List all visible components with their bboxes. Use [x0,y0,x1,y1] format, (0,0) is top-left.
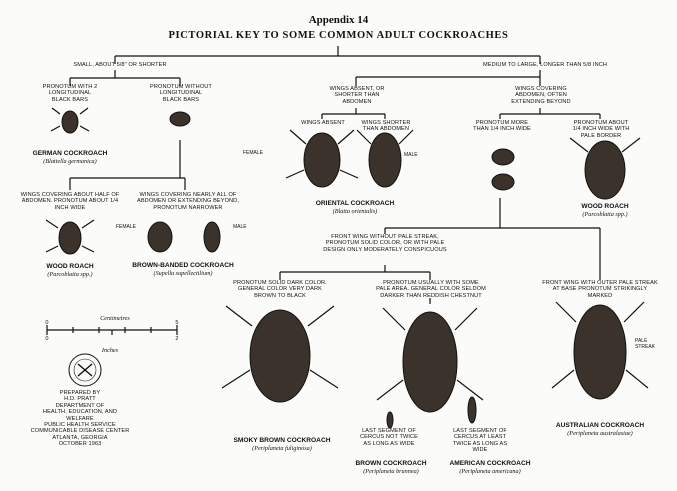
wood-roach-name: WOOD ROACH [46,263,94,270]
pronotum-more-label: PRONOTUM MORE THAN 1/4 INCH WIDE [473,120,531,133]
scale-cm0: 0 [45,320,49,326]
wings-shorter-sub-label: WINGS SHORTER THAN ABDOMEN [361,120,411,133]
australian-name: AUSTRALIAN COCKROACH [555,422,645,429]
oriental-female-icon [286,130,358,187]
solid-dark-label: PRONOTUM SOLID DARK COLOR. GENERAL COLOR VERY DARK BROWN TO BLACK [233,280,327,299]
scale-cm-label: Centimetres [100,315,130,322]
smokybrown-sci: (Periplaneta fuliginosa) [252,445,312,452]
brown-banded-male-icon [204,222,220,252]
credits-line6: OCTOBER 1963 [58,441,102,448]
medium-branch-label: MEDIUM TO LARGE, LONGER THAN 5/8 INCH [483,62,607,68]
brown-banded-female-icon [148,222,172,252]
brownbanded-name: BROWN-BANDED COCKROACH [132,262,234,269]
credits-line5: ATLANTA, GEORGIA [52,434,108,441]
scale-in-label: Inches [101,347,119,354]
wood-roach-large-icon [570,138,640,199]
wood-roach-2-name: WOOD ROACH [581,203,629,210]
male-label-brownbanded: MALE [233,224,247,230]
scale-in0: 0 [45,336,49,342]
wood-roach-sci: (Parcoblatta spp.) [47,271,93,278]
small-branch-label: SMALL, ABOUT 5/8" OR SHORTER [73,62,167,68]
german-sci: (Blattella germanica) [43,158,97,165]
wings-half-label: WINGS COVERING ABOUT HALF OF ABDOMEN. PRONOTUM ABOUT 1/4 INCH WIDE [20,192,120,211]
wings-absent-sub-label: WINGS ABSENT [301,120,345,126]
american-sci: (Periplaneta americana) [459,468,521,475]
scale-cm5: 5 [175,320,179,326]
brown-sci: (Periplaneta brunnea) [363,468,419,475]
smokybrown-name: SMOKY BROWN COCKROACH [233,437,331,444]
wings-covering-label: WINGS COVERING ABDOMEN, OFTEN EXTENDING BEYOND [511,86,571,105]
credits-prepared: PREPARED BY [59,390,101,396]
credits-line2: HEALTH, EDUCATION, AND WELFARE [42,409,118,422]
page-title: PICTORIAL KEY TO SOME COMMON ADULT COCKROACHES [168,30,509,41]
brown-cercus-label: LAST SEGMENT OF CERCUS NOT TWICE AS LONG AS WIDE [360,428,418,447]
german-cockroach-icon [51,108,89,133]
female-label-oriental: FEMALE [243,150,264,156]
appendix-label: Appendix 14 [308,14,369,26]
front-wing-with-label: FRONT WING WITH OUTER PALE STREAK AT BASE PRONOTUM STRIKINGLY MARKED [542,280,658,299]
pronotum-bars-label: PRONOTUM WITH 2 LONGITUDINAL BLACK BARS [42,84,98,103]
brownbanded-sci: (Supella supellectilium) [153,270,213,277]
oriental-name: ORIENTAL COCKROACH [315,200,395,207]
cercus-brown-icon [387,412,393,428]
credits-line4: COMMUNICABLE DISEASE CENTER [30,428,130,435]
german-name: GERMAN COCKROACH [32,150,108,157]
pale-streak-label: PALE STREAK [635,338,656,350]
australian-sci: (Periplaneta australasiae) [567,430,633,437]
credits-author: H.D. PRATT [64,396,96,403]
australian-icon [552,302,648,399]
pronotum-no-bars-label: PRONOTUM WITHOUT LONGITUDINAL BLACK BARS [150,84,212,103]
american-cercus-label: LAST SEGMENT OF CERCUS AT LEAST TWICE AS LONG AS WIDE [452,428,508,454]
wings-absent-label: WINGS ABSENT, OR SHORTER THAN ABDOMEN [329,86,385,105]
cercus-american-icon [468,397,476,423]
pronotum-icon [170,112,190,126]
front-wing-without-label: FRONT WING WITHOUT PALE STREAK, PRONOTUM SOLID COLOR, OR WITH PALE DESIGN ONLY MODERATELY CONSPICUOUS [323,234,447,253]
female-label-brownbanded: FEMALE [116,224,137,230]
american-brown-icon [377,308,483,412]
credits-line1: DEPARTMENT OF [55,402,105,409]
oriental-sci: (Blatta orientalis) [332,208,378,215]
credits-block [30,390,130,448]
usually-pale-label: PRONOTUM USUALLY WITH SOME PALE AREA. GENERAL COLOR SELDOM DARKER THAN REDDISH CHESTNUT [376,280,486,299]
brown-name: BROWN COCKROACH [355,460,427,467]
wood-roach-small-icon [46,220,94,254]
pronotum-large-icon [492,149,514,190]
oriental-male-icon [357,130,413,187]
smoky-brown-icon [222,306,338,402]
scale-in2: 2 [175,336,179,342]
wings-nearly-all-label: WINGS COVERING NEARLY ALL OF ABDOMEN OR EXTENDING BEYOND, PRONOTUM NARROWER [137,192,239,211]
credits-line3: PUBLIC HEALTH SERVICE [44,422,116,429]
pronotum-about-label: PRONOTUM ABOUT 1/4 INCH WIDE WITH PALE BORDER [572,120,630,139]
american-name: AMERICAN COCKROACH [449,460,531,467]
male-label-oriental: MALE [404,152,418,158]
wood-roach-2-sci: (Parcoblatta spp.) [582,211,628,218]
